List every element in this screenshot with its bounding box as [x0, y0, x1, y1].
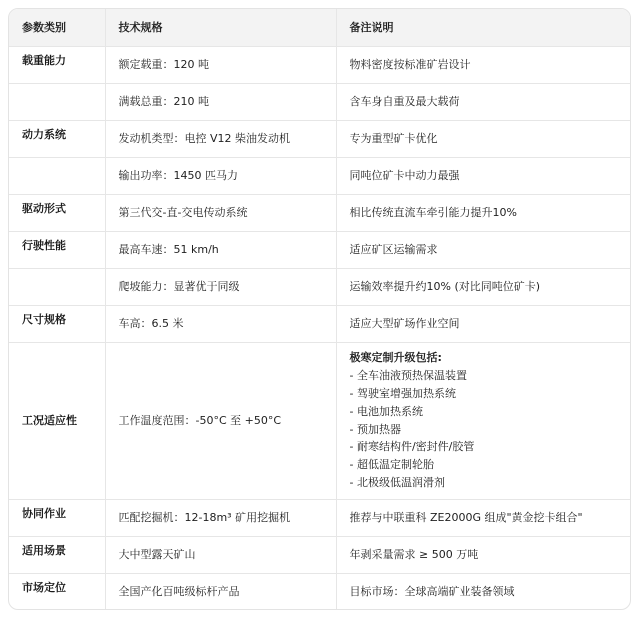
table-row: [9, 268, 630, 305]
note-cell: 物料密度按标准矿岩设计: [336, 46, 630, 83]
list-item: - 耐寒结构件/密封件/胶管: [350, 438, 631, 456]
spec-cell: 最高车速：51 km/h: [105, 231, 336, 268]
note-cell: 适应矿区运输需求: [336, 231, 630, 268]
spec-table: [9, 9, 630, 610]
spec-cell: 满载总重：210 吨: [105, 83, 336, 120]
category-cell: 工况适应性: [9, 342, 105, 499]
list-item: - 驾驶室增强加热系统: [350, 385, 631, 403]
table-row: [9, 120, 630, 157]
note-cell: 运输效率提升约10% (对比同吨位矿卡): [336, 268, 630, 305]
category-cell: [9, 83, 105, 120]
note-cell: [336, 342, 630, 499]
header-spec: 技术规格: [105, 9, 336, 46]
table-row: [9, 83, 630, 120]
category-cell: 尺寸规格: [9, 305, 105, 342]
spec-cell: 车高：6.5 米: [105, 305, 336, 342]
spec-table-container: [8, 8, 631, 610]
list-item: - 全车油液预热保温装置: [350, 367, 631, 385]
category-cell: 驱动形式: [9, 194, 105, 231]
category-cell: 市场定位: [22, 581, 66, 595]
category-cell: 动力系统: [9, 120, 105, 157]
note-cell: 年剥采量需求 ≥ 500 万吨: [336, 536, 630, 573]
note-list: [350, 367, 631, 492]
spec-cell: 爬坡能力：显著优于同级: [105, 268, 336, 305]
category-cell: 行驶性能: [9, 231, 105, 268]
note-cell: 相比传统直流车牵引能力提升10%: [336, 194, 630, 231]
spec-cell: 输出功率：1450 匹马力: [105, 157, 336, 194]
spec-cell: 全国产化百吨级标杆产品: [105, 573, 336, 610]
spec-cell: 工作温度范围：-50°C 至 +50°C: [105, 342, 336, 499]
header-category: 参数类别: [9, 9, 105, 46]
table-row: [9, 499, 630, 536]
spec-cell: 额定载重：120 吨: [105, 46, 336, 83]
category-cell: 协同作业: [9, 499, 105, 536]
table-header-row: [9, 9, 630, 46]
spec-cell: 大中型露天矿山: [105, 536, 336, 573]
spec-cell: 发动机类型：电控 V12 柴油发动机: [105, 120, 336, 157]
note-list-title: 极寒定制升级包括:: [349, 351, 442, 365]
list-item: - 预加热器: [350, 421, 631, 439]
note-cell: 同吨位矿卡中动力最强: [336, 157, 630, 194]
table-row: [9, 157, 630, 194]
category-cell: [9, 157, 105, 194]
list-item: - 超低温定制轮胎: [350, 456, 631, 474]
note-cell: 适应大型矿场作业空间: [336, 305, 630, 342]
table-row: [9, 231, 630, 268]
table-row: [9, 536, 630, 573]
category-cell: [9, 268, 105, 305]
table-row: [9, 305, 630, 342]
note-cell: 推荐与中联重科 ZE2000G 组成"黄金挖卡组合": [336, 499, 630, 536]
list-item: - 电池加热系统: [350, 403, 631, 421]
note-cell: 含车身自重及最大载荷: [336, 83, 630, 120]
table-row: [9, 194, 630, 231]
header-note: 备注说明: [336, 9, 630, 46]
table-row: [9, 46, 630, 83]
spec-cell: 匹配挖掘机：12-18m³ 矿用挖掘机: [105, 499, 336, 536]
table-row: [9, 342, 630, 499]
note-cell: 目标市场：全球高端矿业装备领域: [336, 573, 630, 610]
category-cell: 适用场景: [9, 536, 105, 573]
spec-cell: 第三代交-直-交电传动系统: [105, 194, 336, 231]
note-cell: 专为重型矿卡优化: [336, 120, 630, 157]
table-row: [9, 573, 630, 610]
category-cell: 载重能力: [9, 46, 105, 83]
list-item: - 北极级低温润滑剂: [350, 474, 631, 492]
